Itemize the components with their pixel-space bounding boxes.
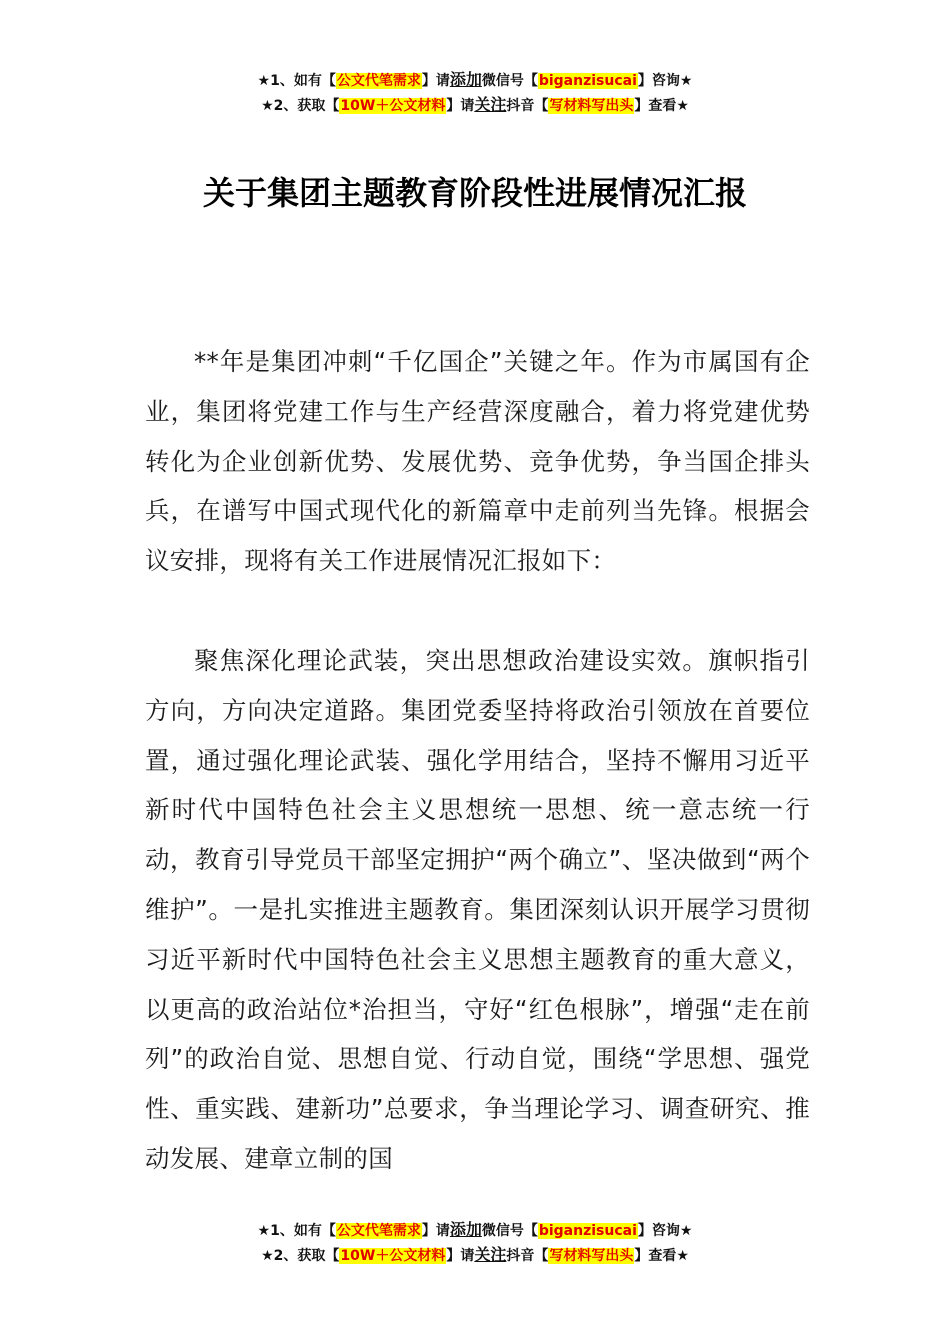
promo-underlined: 关注: [474, 95, 507, 114]
star-icon: ★: [261, 1248, 274, 1264]
promo-text: 】请: [446, 98, 475, 114]
paragraph-intro: **年是集团冲刺“千亿国企”关键之年。作为市属国有企业，集团将党建工作与生产经营深度融合，着力将党建优势转化为企业创新优势、发展优势、竞争优势，争当国企排头兵，在谱写中国式现代化的新篇章中走前列当先锋。根据会议安排，现将有关工作进展情况汇报如下：: [145, 347, 810, 576]
promo-text: 抖音【: [506, 98, 549, 114]
promo-line-1: [0, 68, 950, 93]
promo-footer: [0, 1218, 950, 1268]
promo-text: 】查看: [634, 1248, 677, 1264]
promo-highlight: 写材料写出头: [549, 1248, 634, 1264]
star-icon: ★: [679, 73, 693, 89]
star-icon: ★: [679, 1223, 693, 1239]
promo-text: 】咨询: [637, 1223, 680, 1239]
promo-text: 抖音【: [506, 1248, 549, 1264]
promo-highlight: 公文代笔需求: [336, 73, 421, 89]
promo-text: 】咨询: [637, 73, 680, 89]
promo-highlight: 10W＋公文材料: [340, 98, 446, 114]
promo-highlight: biganzisucai: [538, 1223, 637, 1239]
star-icon: ★: [676, 98, 689, 114]
promo-text: 2、获取【: [273, 98, 340, 114]
promo-highlight: 写材料写出头: [549, 98, 634, 114]
promo-highlight: 10W＋公文材料: [340, 1248, 446, 1264]
promo-text: 】请: [446, 1248, 475, 1264]
promo-underlined: 添加: [449, 1220, 482, 1239]
promo-text: 】请: [421, 73, 450, 89]
promo-text: 1、如有【: [270, 73, 336, 89]
promo-line-2: [0, 1243, 950, 1268]
star-icon: ★: [257, 1223, 271, 1239]
promo-highlight: 公文代笔需求: [336, 1223, 421, 1239]
promo-underlined: 添加: [449, 70, 482, 89]
promo-text: 1、如有【: [270, 1223, 336, 1239]
promo-text: 微信号【: [481, 73, 538, 89]
star-icon: ★: [676, 1248, 689, 1264]
promo-line-2: [0, 93, 950, 118]
promo-text: 】请: [421, 1223, 450, 1239]
promo-text: 2、获取【: [273, 1248, 340, 1264]
promo-header: [0, 68, 950, 118]
star-icon: ★: [257, 73, 271, 89]
star-icon: ★: [261, 98, 274, 114]
promo-text: 微信号【: [481, 1223, 538, 1239]
promo-underlined: 关注: [474, 1245, 507, 1264]
document-title: 关于集团主题教育阶段性进展情况汇报: [202, 174, 747, 213]
paragraph-body: 聚焦深化理论武装，突出思想政治建设实效。旗帜指引方向，方向决定道路。集团党委坚持将政治引领放在首要位置，通过强化理论武装、强化学用结合，坚持不懈用习近平新时代中国特色社会主义思想统一思想、统一意志统一行动，教育引导党员干部坚定拥护“两个确立”、坚决做到“两个维护”。一是扎实推进主题教育。集团深刻认识开展学习贯彻习近平新时代中国特色社会主义思想主题教育的重大意义，以更高的政治站位*治担当，守好“红色根脉”，增强“走在前列”的政治自觉、思想自觉、行动自觉，围绕“学思想、强党性、重实践、建新功”总要求，争当理论学习、调查研究、推动发展、建章立制的国: [145, 646, 810, 1173]
promo-highlight: biganzisucai: [538, 73, 637, 89]
promo-line-1: [0, 1218, 950, 1243]
promo-text: 】查看: [634, 98, 677, 114]
